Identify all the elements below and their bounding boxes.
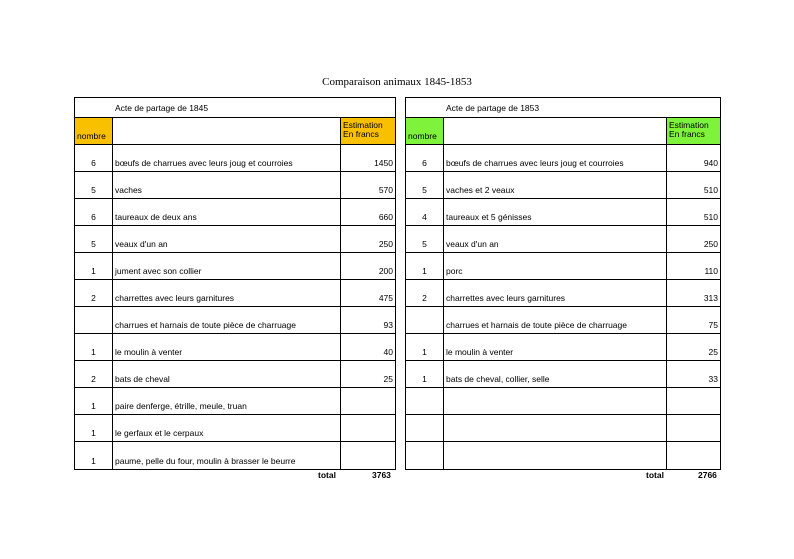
cell-estimation: 475: [378, 293, 393, 303]
cell-estimation: 570: [378, 185, 393, 195]
total-value-1845: 3763: [372, 470, 391, 480]
cell-description: charrettes avec leurs garnitures: [444, 280, 667, 306]
cell-description: le moulin à venter: [113, 334, 341, 360]
cell-description: vaches: [113, 172, 341, 198]
table-row: [406, 253, 720, 280]
cell-description: veaux d'un an: [113, 226, 341, 252]
cell-estimation: 93: [383, 320, 393, 330]
total-label-1853: total: [646, 470, 664, 480]
cell-nombre: 1: [75, 442, 113, 469]
cell-estimation: 1450: [374, 158, 393, 168]
cell-description: [444, 415, 667, 441]
cell-description: jument avec son collier: [113, 253, 341, 279]
table-heading: Acte de partage de 1853: [446, 102, 540, 113]
cell-nombre: 5: [75, 226, 113, 252]
heading-spacer: [341, 98, 395, 117]
column-header-estimation: Estimation En francs: [667, 118, 720, 144]
table-row: [75, 145, 395, 172]
column-header-nombre: nombre: [406, 118, 444, 144]
cell-estimation: [341, 442, 395, 469]
cell-nombre: 5: [406, 172, 444, 198]
cell-nombre: 6: [406, 145, 444, 171]
column-header-description: [444, 118, 667, 144]
cell-estimation: 250: [703, 239, 718, 249]
cell-nombre: [406, 307, 444, 333]
table-row: [75, 415, 395, 442]
cell-nombre: [406, 415, 444, 441]
heading-spacer: [75, 98, 113, 117]
total-label-1845: total: [318, 470, 336, 480]
cell-estimation: 110: [704, 266, 718, 276]
cell-nombre: 1: [406, 253, 444, 279]
table-row: [406, 226, 720, 253]
table-row: [75, 199, 395, 226]
table-row: [75, 226, 395, 253]
cell-nombre: [75, 307, 113, 333]
table-row: [406, 388, 720, 415]
cell-description: vaches et 2 veaux: [444, 172, 667, 198]
table-row: [406, 334, 720, 361]
cell-nombre: 1: [406, 334, 444, 360]
page-title: Comparaison animaux 1845-1853: [322, 76, 472, 88]
table-row: [406, 442, 720, 469]
cell-estimation: [341, 388, 395, 414]
cell-description: charrues et harnais de toute pièce de charruage: [444, 307, 667, 333]
cell-estimation: [667, 388, 720, 414]
cell-description: taureaux de deux ans: [113, 199, 341, 225]
total-value-1853: 2766: [698, 470, 717, 480]
cell-estimation: 25: [383, 374, 393, 384]
cell-estimation: 250: [378, 239, 393, 249]
table-row: [75, 388, 395, 415]
table-row: [75, 253, 395, 280]
column-header-row: [406, 118, 720, 145]
cell-estimation: 510: [703, 185, 718, 195]
cell-nombre: [406, 442, 444, 469]
cell-description: paire denferge, étrille, meule, truan: [113, 388, 341, 414]
table-row: [406, 145, 720, 172]
column-header-description: [113, 118, 341, 144]
table-row: [75, 334, 395, 361]
cell-description: paume, pelle du four, moulin à brasser le beurre: [113, 442, 341, 469]
cell-description: bœufs de charrues avec leurs joug et courroies: [113, 145, 341, 171]
cell-description: le gerfaux et le cerpaux: [113, 415, 341, 441]
table-heading-row: [406, 98, 720, 118]
cell-description: porc: [444, 253, 667, 279]
cell-description: le moulin à venter: [444, 334, 667, 360]
heading-spacer: [406, 98, 444, 117]
cell-estimation: 313: [703, 293, 718, 303]
column-header-row: [75, 118, 395, 145]
cell-estimation: [667, 442, 720, 469]
table-row: [406, 361, 720, 388]
table-row: [75, 172, 395, 199]
column-header-estimation: Estimation En francs: [341, 118, 395, 144]
cell-nombre: 1: [75, 334, 113, 360]
table-row: [75, 361, 395, 388]
cell-nombre: 4: [406, 199, 444, 225]
cell-estimation: 25: [708, 347, 718, 357]
cell-nombre: 6: [75, 199, 113, 225]
cell-nombre: 2: [406, 280, 444, 306]
cell-estimation: 660: [378, 212, 393, 222]
cell-estimation: 510: [703, 212, 718, 222]
table-row: [406, 280, 720, 307]
table-row: [75, 442, 395, 469]
cell-description: [444, 442, 667, 469]
cell-description: bats de cheval, collier, selle: [444, 361, 667, 387]
table-row: [406, 307, 720, 334]
cell-estimation: 200: [378, 266, 393, 276]
table-heading-row: [75, 98, 395, 118]
cell-description: [444, 388, 667, 414]
table-row: [406, 199, 720, 226]
cell-nombre: 1: [75, 415, 113, 441]
cell-nombre: [406, 388, 444, 414]
cell-description: charrettes avec leurs garnitures: [113, 280, 341, 306]
cell-estimation: 40: [383, 347, 393, 357]
cell-description: bats de cheval: [113, 361, 341, 387]
cell-estimation: 75: [708, 320, 718, 330]
cell-description: bœufs de charrues avec leurs joug et courroies: [444, 145, 667, 171]
cell-nombre: 5: [75, 172, 113, 198]
cell-estimation: [667, 415, 720, 441]
table-row: [406, 172, 720, 199]
cell-description: veaux d'un an: [444, 226, 667, 252]
table-heading: Acte de partage de 1845: [115, 102, 209, 113]
cell-estimation: [341, 415, 395, 441]
table-1845: [74, 97, 396, 470]
cell-estimation: 33: [708, 374, 718, 384]
cell-nombre: 6: [75, 145, 113, 171]
cell-nombre: 5: [406, 226, 444, 252]
cell-nombre: 2: [75, 361, 113, 387]
column-header-nombre: nombre: [75, 118, 113, 144]
cell-description: charrues et harnais de toute pièce de charruage: [113, 307, 341, 333]
cell-nombre: 2: [75, 280, 113, 306]
heading-spacer: [667, 98, 720, 117]
table-row: [75, 307, 395, 334]
table-row: [406, 415, 720, 442]
table-1853: [405, 97, 721, 470]
cell-nombre: 1: [75, 388, 113, 414]
cell-description: taureaux et 5 génisses: [444, 199, 667, 225]
cell-nombre: 1: [406, 361, 444, 387]
cell-nombre: 1: [75, 253, 113, 279]
cell-estimation: 940: [703, 158, 718, 168]
table-row: [75, 280, 395, 307]
